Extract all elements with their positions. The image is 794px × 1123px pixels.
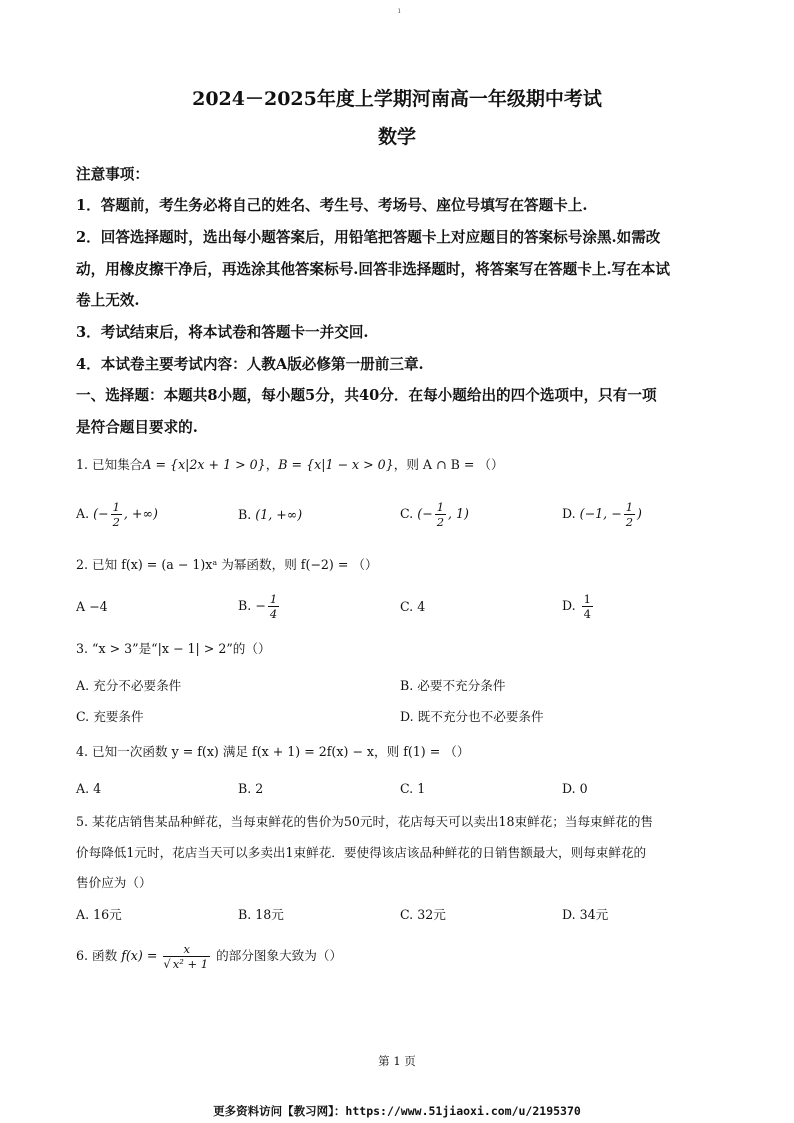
section-1-line-1: 一、选择题：本题共8小题，每小题5分，共40分．在每小题给出的四个选项中，只有一项: [76, 387, 657, 404]
header-mark: ı: [398, 6, 401, 15]
question-1-option-d: D. (−1, − $\frac{1}{2}$ ): [562, 500, 642, 529]
question-1-option-a: A. (− $\frac{1}{2}$ , +∞): [76, 500, 158, 529]
question-2-option-d: D. $\frac{1}{4}$: [562, 592, 591, 621]
question-2-stem: 2. 已知 f(x) = (a − 1)xᵃ 为幂函数，则 f(−2) = （）: [76, 557, 378, 572]
note-line-3: 3．考试结束后，将本试卷和答题卡一并交回.: [76, 324, 369, 341]
question-2-option-b: B. − $\frac{1}{4}$: [238, 592, 278, 621]
question-5-option-d: D. 34元: [562, 907, 609, 922]
question-3-option-a: A. 充分不必要条件: [76, 678, 182, 693]
note-line-2a: 2．回答选择题时，选出每小题答案后，用铅笔把答题卡上对应题目的答案标号涂黑.如需改: [76, 229, 661, 246]
question-4-option-b: B. 2: [238, 781, 264, 796]
question-6-stem: 6. 函数 f(x) = $\frac{x}{\text{√ x² + 1}}$ 的部分图象大致为（）: [76, 942, 343, 971]
question-5-line-1: 5. 某花店销售某品种鲜花，当每束鲜花的售价为50元时，花店每天可以卖出18束鲜花；当每束鲜花的售: [76, 814, 654, 829]
exam-subject: 数学: [377, 126, 416, 148]
question-5-line-3: 售价应为（）: [76, 875, 152, 890]
question-3-stem: 3. “x > 3”是“|x − 1| > 2”的（）: [76, 641, 271, 656]
page-number: 第 1 页: [378, 1054, 416, 1068]
question-4-option-a: A. 4: [76, 781, 102, 796]
question-2-option-a: A −4: [76, 599, 108, 614]
exam-title: 2024－2025年度上学期河南高一年级期中考试: [192, 88, 602, 110]
question-3-option-b: B. 必要不充分条件: [400, 678, 506, 693]
question-4-option-c: C. 1: [400, 781, 426, 796]
question-4-option-d: D. 0: [562, 781, 588, 796]
question-5-option-a: A. 16元: [76, 907, 122, 922]
question-1-stem: 1. 已知集合A = {x|2x + 1 > 0}，B = {x|1 − x > 0}，则 A ∩ B = （）: [76, 457, 504, 472]
note-line-4: 4．本试卷主要考试内容：人教A版必修第一册前三章.: [76, 356, 424, 373]
question-5-line-2: 价每降低1元时，花店当天可以多卖出1束鲜花．要使得该店该品种鲜花的日销售额最大，则每束鲜花的: [76, 845, 647, 860]
question-1-option-c: C. (− $\frac{1}{2}$ , 1): [400, 500, 469, 529]
question-1-option-b: B. (1, +∞): [238, 507, 303, 522]
note-line-2c: 卷上无效.: [76, 292, 140, 309]
note-line-1: 1．答题前，考生务必将自己的姓名、考生号、考场号、座位号填写在答题卡上.: [76, 197, 588, 214]
footer-link[interactable]: 更多资料访问【教习网】：https://www.51jiaoxi.com/u/2195370: [213, 1104, 581, 1118]
question-2-option-c: C. 4: [400, 599, 426, 614]
question-4-stem: 4. 已知一次函数 y = f(x) 满足 f(x + 1) = 2f(x) − x，则 f(1) = （）: [76, 744, 470, 759]
question-3-option-c: C. 充要条件: [76, 709, 144, 724]
notes-heading: 注意事项：: [76, 166, 149, 183]
question-5-option-b: B. 18元: [238, 907, 284, 922]
question-3-option-d: D. 既不充分也不必要条件: [400, 709, 544, 724]
section-1-line-2: 是符合题目要求的.: [76, 419, 198, 436]
note-line-2b: 动，用橡皮擦干净后，再选涂其他答案标号.回答非选择题时，将答案写在答题卡上.写在本试: [76, 261, 670, 278]
question-5-option-c: C. 32元: [400, 907, 446, 922]
